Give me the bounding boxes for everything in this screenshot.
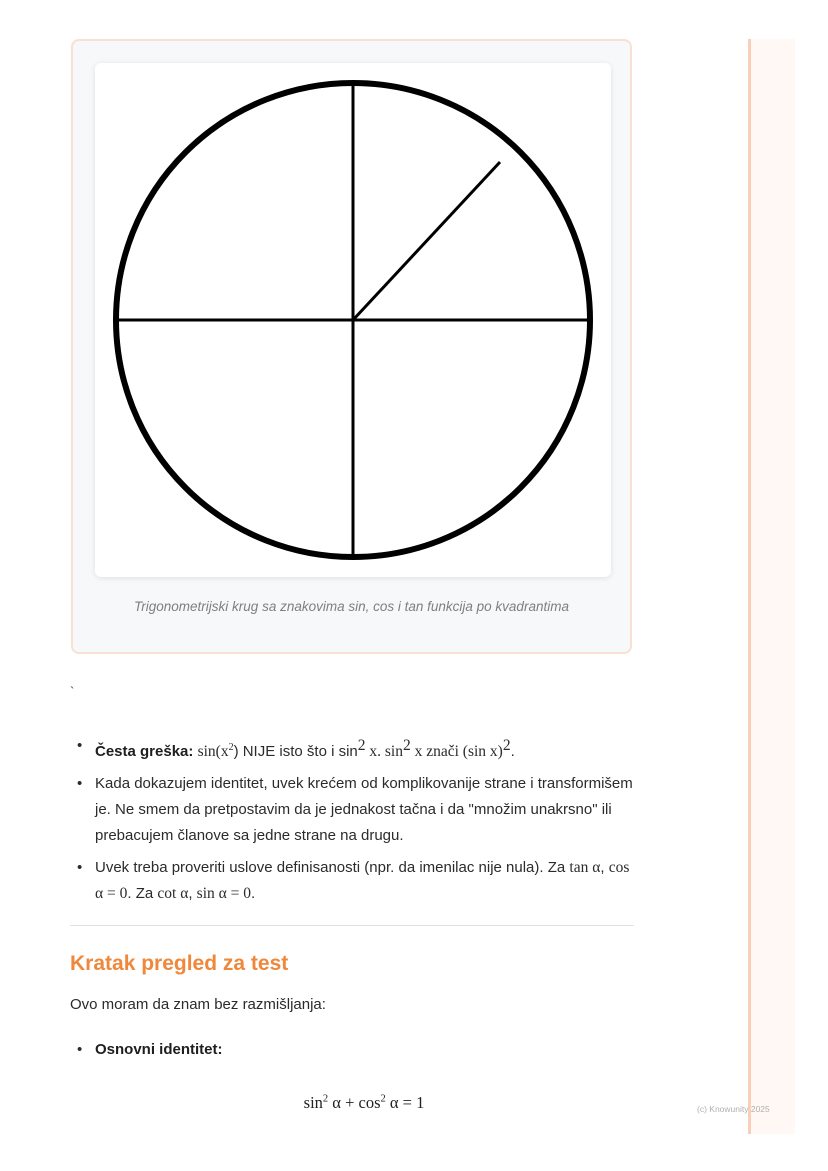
math-fragment: cos α = 0: [95, 859, 630, 902]
sup: 2: [357, 737, 366, 754]
text-fragment: . Za: [127, 885, 158, 902]
text-fragment: Uvek treba proveriti uslove definisanosti (npr. da imenilac nije nula). Za: [95, 859, 570, 876]
mistakes-list: [70, 733, 636, 907]
formula-fragment: x. sin: [365, 743, 403, 760]
list-item: [70, 733, 636, 765]
mistake-label: Česta greška:: [95, 743, 194, 760]
text-fragment: .: [251, 885, 256, 902]
sup: 2: [402, 737, 411, 754]
list-item: • Kada dokazujem identitet, uvek krećem od komplikovanije strane i transformišem je. Ne smem da pretpostavim da je jednakost tačna i da "množim unakrsno" ili prebacujem članove sa jedne strane na drugu.: [70, 771, 636, 849]
section-divider: [70, 925, 634, 926]
math-fragment: cot α: [157, 885, 189, 902]
unit-circle-diagram: [95, 63, 611, 577]
bullet-label: Osnovni identitet:: [95, 1041, 223, 1058]
side-panel: [748, 39, 795, 1134]
list-item: [70, 1037, 636, 1063]
section-intro: Ovo moram da znam bez razmišljanja:: [70, 996, 326, 1013]
text-fragment: ) NIJE isto što i sin: [233, 743, 358, 760]
math-fragment: sin α = 0: [196, 885, 251, 902]
formula-fragment: x znači (sin x): [410, 743, 503, 760]
review-list: [70, 1037, 636, 1063]
list-item: [70, 855, 636, 907]
text-fragment: ,: [188, 885, 197, 902]
text-fragment: .: [510, 743, 515, 760]
unit-circle-figure: [95, 63, 611, 577]
section-heading: Kratak pregled za test: [70, 952, 289, 975]
copyright-footer: (c) Knowunity 2025: [697, 1104, 770, 1114]
identity-formula: $\sin^2 \alpha + \cos^2 \alpha = 1$: [303, 1093, 425, 1112]
math-fragment: tan α: [569, 859, 601, 876]
sup: 2: [502, 737, 511, 754]
formula-fragment: $\sin(x^2$: [197, 741, 234, 760]
angle-radius: [353, 162, 500, 320]
stray-mark: `: [70, 684, 75, 699]
text-fragment: ,: [600, 859, 609, 876]
figure-caption: Trigonometrijski krug sa znakovima sin, cos i tan funkcija po kvadrantima: [134, 599, 569, 614]
figure-card: [71, 39, 632, 654]
